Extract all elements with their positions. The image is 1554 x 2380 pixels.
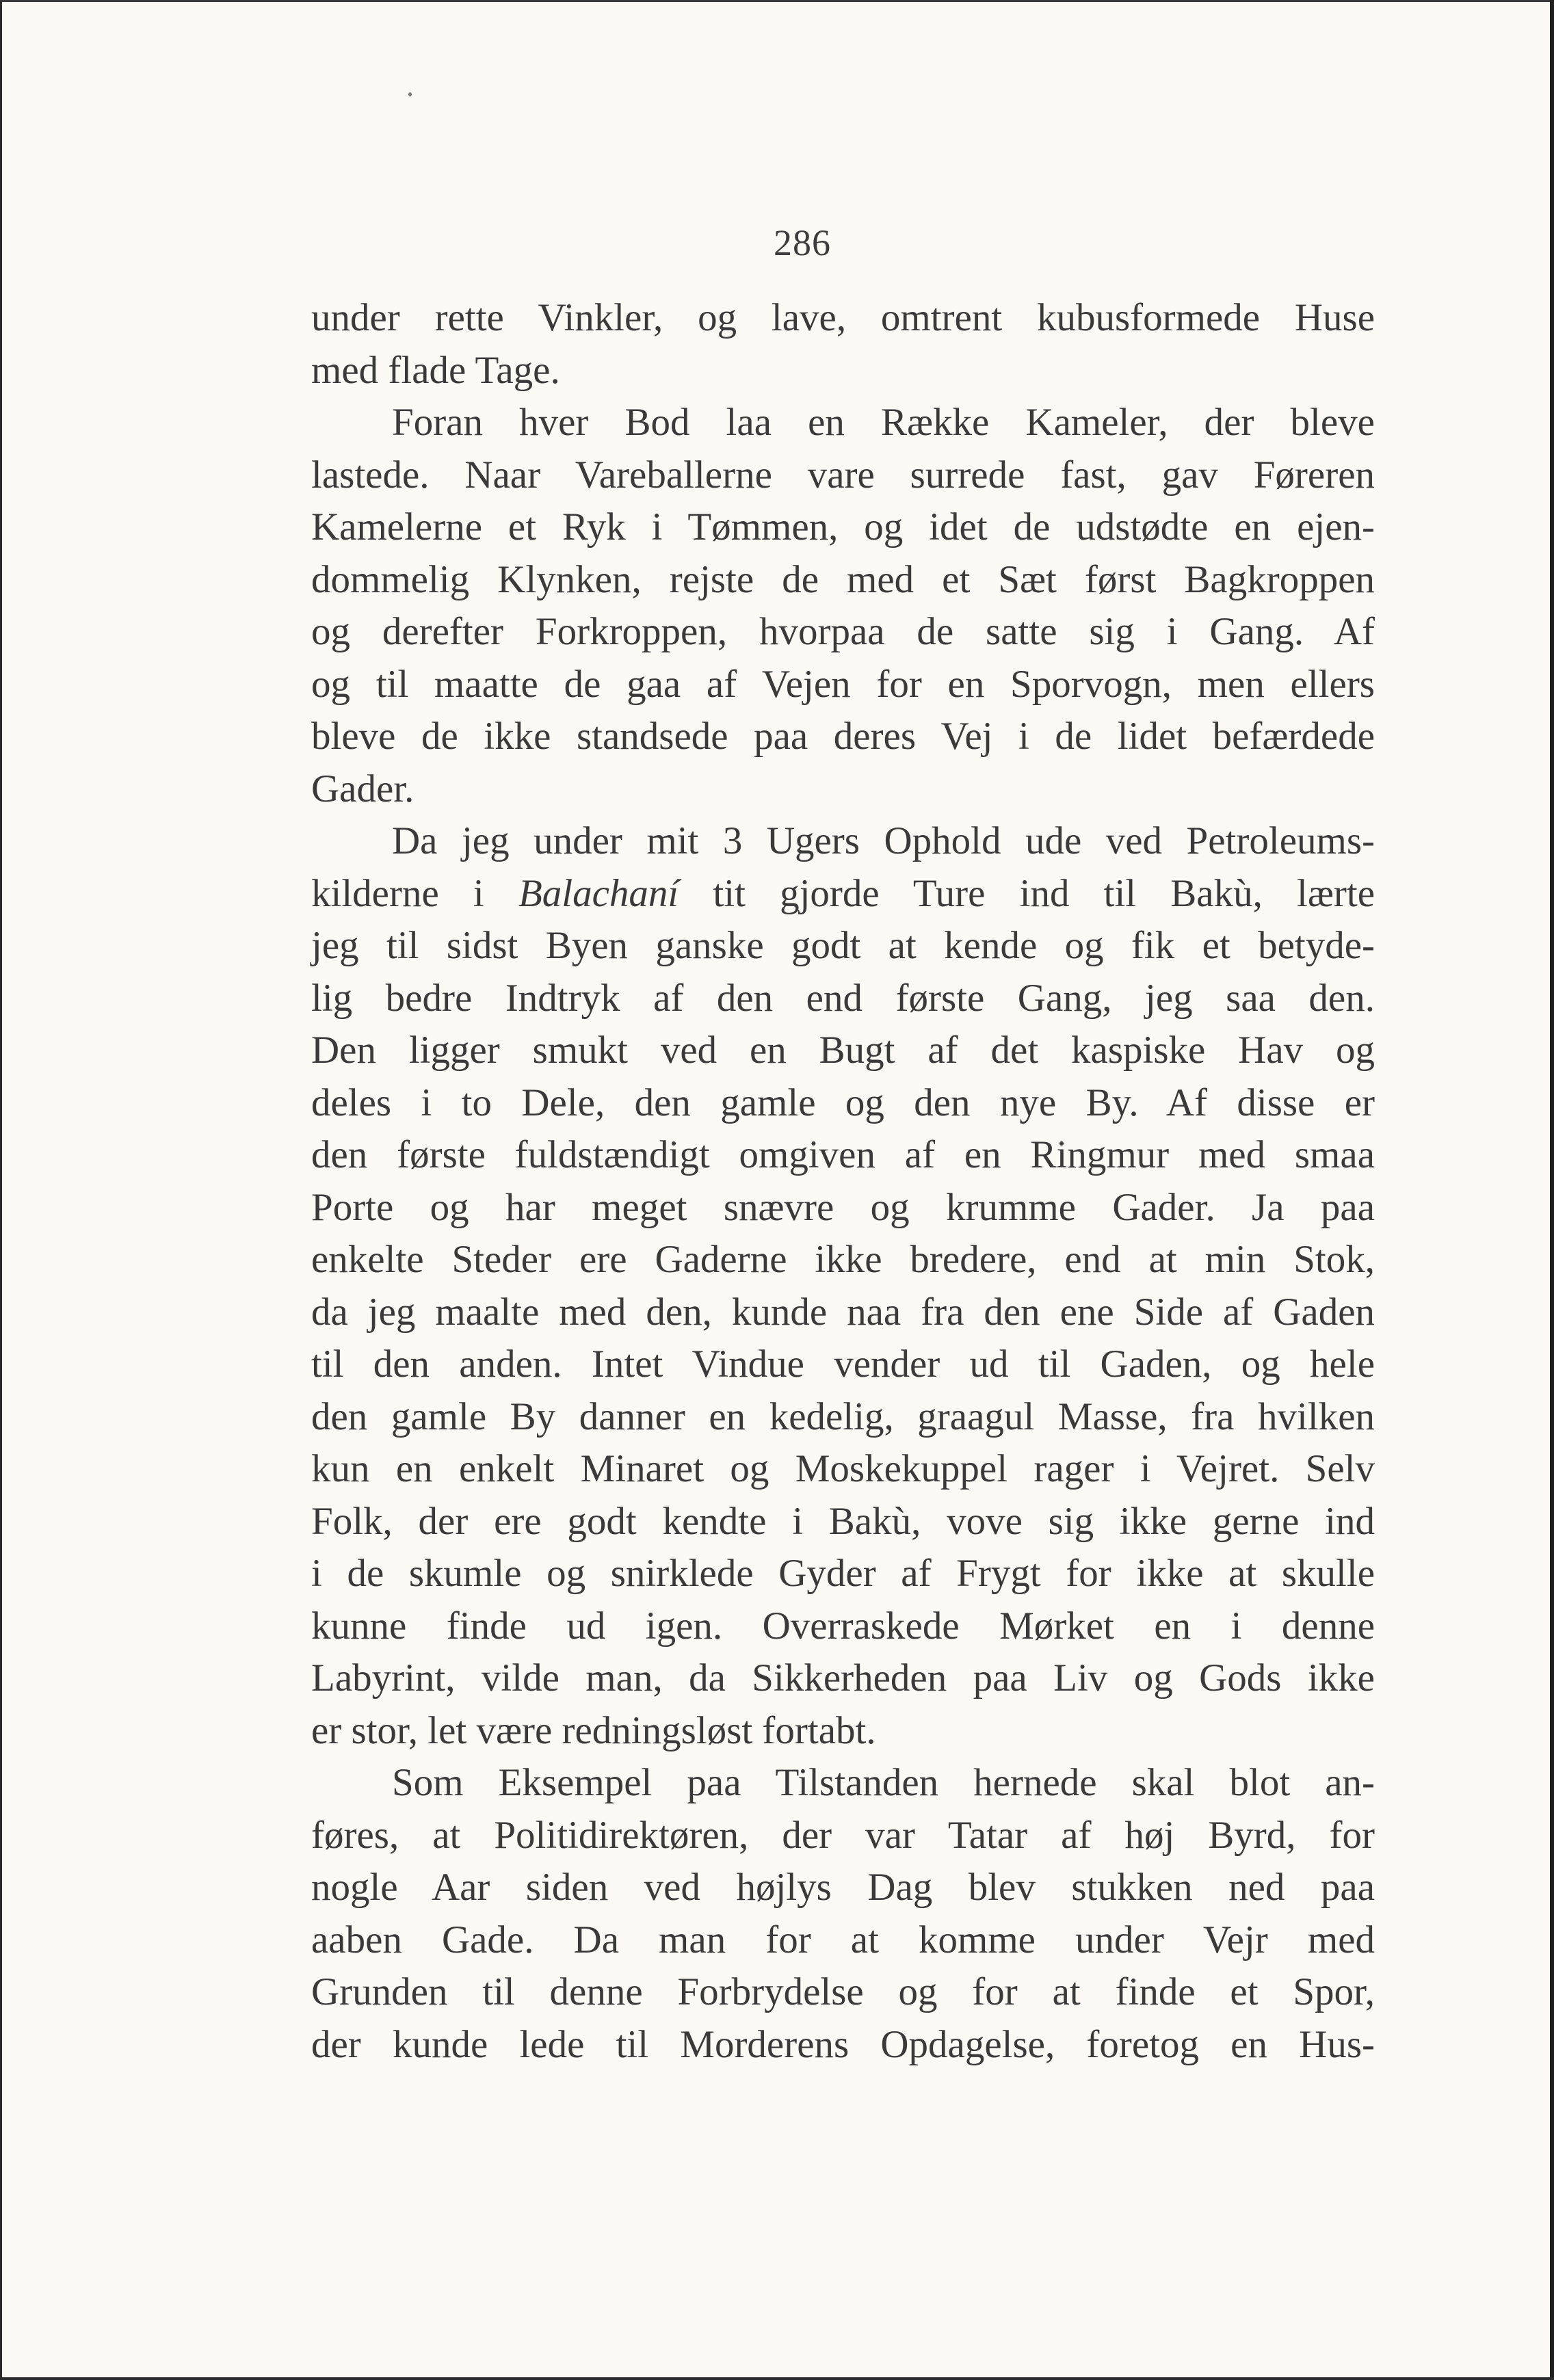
text-line: Labyrint, vilde man, da Sikkerheden paa Liv og Gods ikke [311,1656,1375,1700]
text-line: Gader. [311,767,414,810]
text-line: da jeg maalte med den, kunde naa fra den ene Side af Gaden [311,1290,1375,1334]
text-line: jeg til sidst Byen ganske godt at kende og fik et betyde- [311,924,1375,967]
text-line: dommelig Klynken, rejste de med et Sæt først Bagkroppen [311,557,1375,601]
body-text [311,292,1375,2071]
text-line: er stor, let være redningsløst fortabt. [311,1708,876,1752]
text-line [311,868,1375,921]
italic-place-name: Balachaní [518,871,679,915]
text-line: og derefter Forkroppen, hvorpaa de satte sig i Gang. Af [311,610,1375,653]
page-edge-bottom [0,2377,1554,2380]
page-edge-right [1550,0,1554,2380]
text-line: lig bedre Indtryk af den end første Gang, jeg saa den. [311,976,1375,1020]
text-line: med flade Tage. [311,348,560,392]
text-line: føres, at Politidirektøren, der var Tatar af høj Byrd, for [311,1813,1375,1857]
text-line: lastede. Naar Vareballerne vare surrede fast, gav Føreren [311,453,1375,497]
text-line: Kamelerne et Ryk i Tømmen, og idet de udstødte en ejen- [311,505,1375,548]
text-line: i de skumle og snirklede Gyder af Frygt for ikke at skulle [311,1552,1375,1595]
text-line: under rette Vinkler, og lave, omtrent kubusformede Huse [311,296,1375,339]
text-line: der kunde lede til Morderens Opdagelse, foretog en Hus- [311,2022,1375,2066]
text-line: Grunden til denne Forbrydelse og for at finde et Spor, [311,1970,1375,2013]
ink-speck [408,92,412,96]
text-line: deles i to Dele, den gamle og den nye By. Af disse er [311,1081,1375,1124]
text-line: og til maatte de gaa af Vejen for en Sporvogn, men ellers [311,662,1375,706]
text-segment: kilderne i [311,871,518,915]
text-line: Da jeg under mit 3 Ugers Ophold ude ved Petroleums- [392,819,1375,862]
text-line: den første fuldstændigt omgiven af en Ringmur med smaa [311,1133,1375,1176]
text-line: til den anden. Intet Vindue vender ud til Gaden, og hele [311,1343,1375,1386]
text-line: Porte og har meget snævre og krumme Gader. Ja paa [311,1185,1375,1229]
text-line: kunne finde ud igen. Overraskede Mørket en i denne [311,1604,1375,1648]
text-line: Folk, der ere godt kendte i Bakù, vove sig ikke gerne ind [311,1499,1375,1543]
text-line: Foran hver Bod laa en Række Kameler, der bleve [392,401,1375,444]
text-line: Den ligger smukt ved en Bugt af det kaspiske Hav og [311,1029,1375,1072]
text-line: aaben Gade. Da man for at komme under Vejr med [311,1918,1375,1961]
text-line: nogle Aar siden ved højlys Dag blev stukken ned paa [311,1866,1375,1909]
text-segment: tit gjorde Ture ind til Bakù, lærte [679,871,1375,915]
text-line: bleve de ikke standsede paa deres Vej i de lidet befærdede [311,715,1375,758]
text-line: den gamle By danner en kedelig, graagul Masse, fra hvilken [311,1394,1375,1438]
text-line: Som Eksempel paa Tilstanden hernede skal blot an- [392,1761,1375,1804]
text-line: enkelte Steder ere Gaderne ikke bredere, end at min Stok, [311,1238,1375,1281]
page-number: 286 [774,222,831,263]
text-line: kun en enkelt Minaret og Moskekuppel rager i Vejret. Selv [311,1447,1375,1490]
